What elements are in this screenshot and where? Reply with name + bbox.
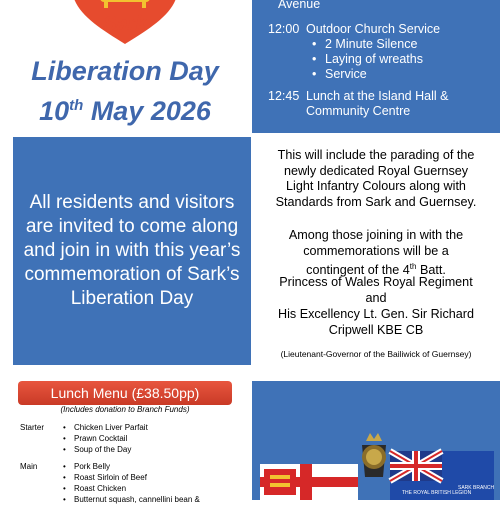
regiment-line: Princess of Wales Royal Regiment: [279, 275, 473, 289]
service-time: 12:00: [268, 22, 300, 36]
details-line: Among those joining in with the: [288, 228, 464, 242]
legion-badge-icon: [362, 433, 386, 477]
menu-item: • Soup of the Day: [74, 445, 131, 454]
excellency-line: Cripwell KBE CB: [328, 323, 424, 337]
date-ordinal: th: [69, 97, 84, 114]
contingent-ordinal: th: [409, 262, 417, 271]
logo-wordmark: Sark: [103, 13, 147, 35]
and-line: and: [365, 291, 387, 305]
menu-item: • Butternut squash, cannellini bean &: [74, 495, 200, 504]
date-day: 10: [39, 96, 70, 126]
page-title: Liberation Day: [31, 56, 219, 86]
service-item: • Service: [325, 67, 367, 81]
flags-panel: [252, 381, 500, 500]
menu-item: • Pork Belly: [74, 462, 110, 471]
flags-illustration: [252, 381, 500, 500]
menu-note: (Includes donation to Branch Funds): [60, 405, 190, 414]
menu-banner: Lunch Menu (£38.50pp): [18, 381, 232, 405]
sark-flag-icon: [260, 464, 358, 500]
lunch-time: 12:45: [268, 89, 300, 103]
contingent-post: Batt.: [416, 263, 446, 278]
service-label: Outdoor Church Service: [306, 22, 441, 36]
service-item: • Laying of wreaths: [325, 52, 423, 66]
details-panel: [252, 137, 500, 377]
main-label: Main: [20, 462, 38, 471]
details-line: This will include the parading of the: [277, 148, 475, 162]
contingent-pre: contingent of the 4: [306, 263, 410, 278]
menu-item: • Prawn Cocktail: [74, 434, 127, 443]
branch-text: SARK BRANCH: [458, 485, 495, 491]
schedule-location-tail: Avenue: [278, 0, 321, 11]
menu-item: • Chicken Liver Parfait: [74, 423, 148, 432]
details-line: newly dedicated Royal Guernsey: [283, 163, 469, 178]
invite-text: All residents and visitors are invited to come along and join in with this year’s commemoration of Sark’s Liberation Day: [23, 192, 241, 309]
governor-note: (Lieutenant-Governor of the Bailiwick of Guernsey): [280, 349, 472, 359]
schedule-panel: [252, 0, 500, 133]
lunch-label: Lunch at the Island Hall &: [306, 89, 449, 103]
details-line: Standards from Sark and Guernsey.: [275, 194, 477, 209]
service-item: • 2 Minute Silence: [325, 37, 417, 51]
lunch-label: Community Centre: [306, 104, 411, 118]
menu-item: • Roast Chicken: [74, 484, 126, 493]
menu-item: • Roast Sirloin of Beef: [74, 473, 147, 482]
event-date: [0, 90, 250, 127]
header-panel: [0, 0, 250, 133]
excellency-line: His Excellency Lt. Gen. Sir Richard: [278, 307, 474, 321]
date-month-year: May 2026: [83, 96, 211, 126]
invite-panel: [13, 137, 251, 365]
starter-label: Starter: [20, 423, 45, 432]
details-line: Light Infantry Colours along with: [286, 179, 466, 193]
details-line: commemorations will be a: [303, 243, 449, 258]
legion-text: THE ROYAL BRITISH LEGION: [402, 490, 472, 496]
